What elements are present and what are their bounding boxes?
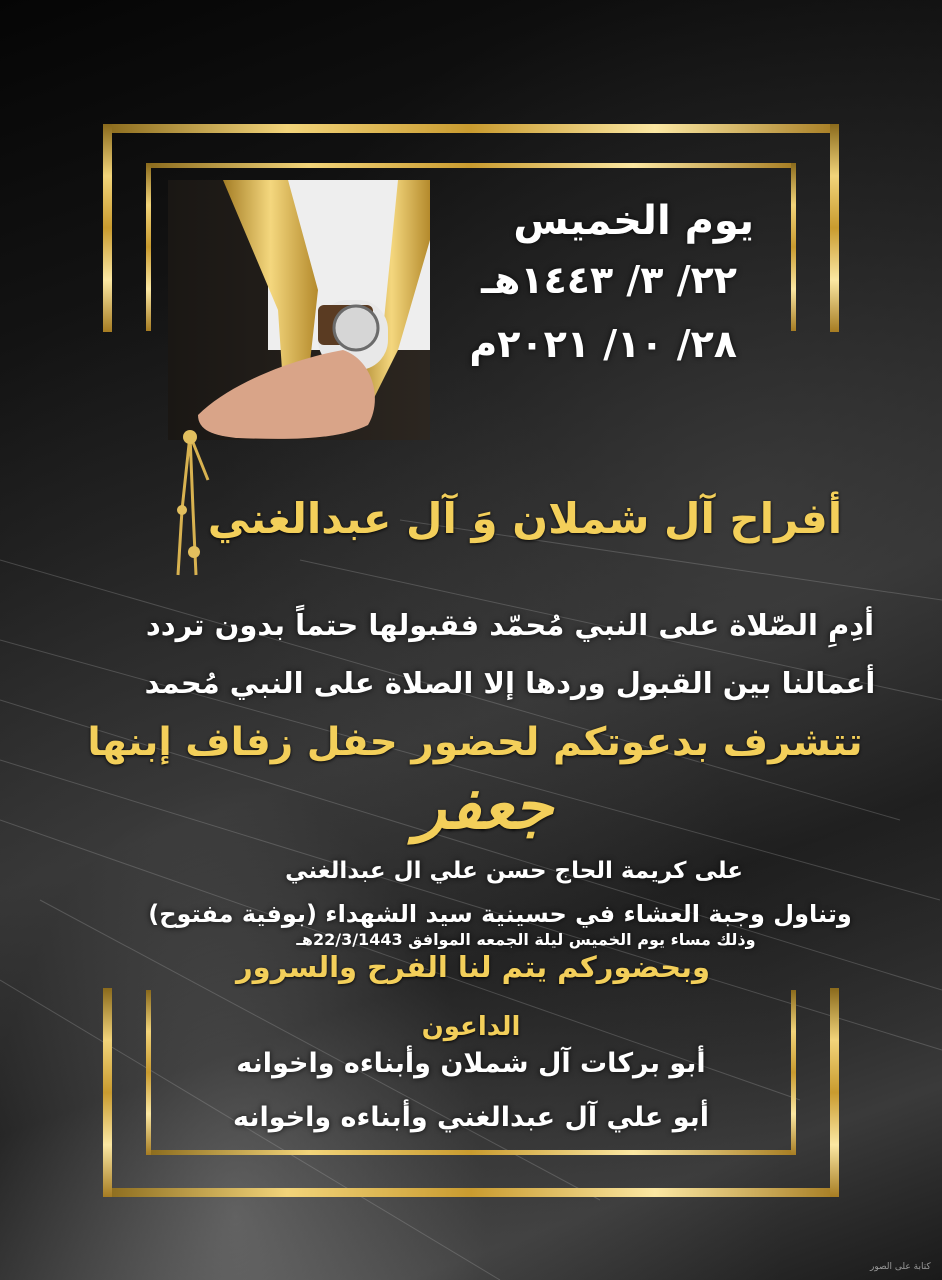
- top-frame-right-inner: [791, 163, 796, 331]
- dinner-line: وتناول وجبة العشاء في حسينية سيد الشهداء (بوفية مفتوح): [148, 900, 852, 928]
- top-frame-left-outer: [103, 124, 112, 332]
- watch-icon: [334, 306, 378, 350]
- bottom-frame-inner-bar: [146, 1150, 796, 1155]
- closing-line: وبحضوركم يتم لنا الفرح والسرور: [235, 950, 711, 984]
- gregorian-date: ٢٨/ ١٠/ ٢٠٢١م: [469, 322, 737, 366]
- top-frame-right-outer: [830, 124, 839, 332]
- headline: أفراح آل شملان وَ آل عبدالغني: [207, 494, 843, 543]
- invitation-line: تتشرف بدعوتكم لحضور حفل زفاف إبنها: [87, 720, 863, 765]
- groom-name: جعفر: [414, 770, 554, 844]
- watermark: كتابة على الصور: [870, 1262, 931, 1272]
- hijri-date: ٢٢/ ٣/ ١٤٤٣هـ: [481, 258, 737, 302]
- verse-line-1: أدِمِ الصّلاة على النبي مُحمّد فقبولها حتماً بدون تردد: [145, 608, 875, 642]
- top-frame-left-inner: [146, 163, 151, 331]
- top-frame-outer-bar: [103, 124, 839, 133]
- day-label: يوم الخميس: [513, 198, 754, 244]
- bead: [188, 546, 200, 558]
- time-line: وذلك مساء يوم الخميس ليلة الجمعه الموافق 22/3/1443هـ: [296, 930, 756, 949]
- host-2: أبو علي آل عبدالغني وأبناءه واخوانه: [232, 1102, 710, 1133]
- hosts-title: الداعون: [421, 1012, 521, 1042]
- host-1: أبو بركات آل شملان وأبناءه واخوانه: [236, 1048, 706, 1079]
- bead: [183, 430, 197, 444]
- verse-line-2: أعمالنا بين القبول وردها إلا الصلاة على النبي مُحمد: [144, 666, 876, 700]
- top-frame-inner-bar: [146, 163, 796, 168]
- bride-line: على كريمة الحاج حسن علي ال عبدالغني: [285, 858, 743, 884]
- bottom-frame-outer-bar: [103, 1188, 839, 1197]
